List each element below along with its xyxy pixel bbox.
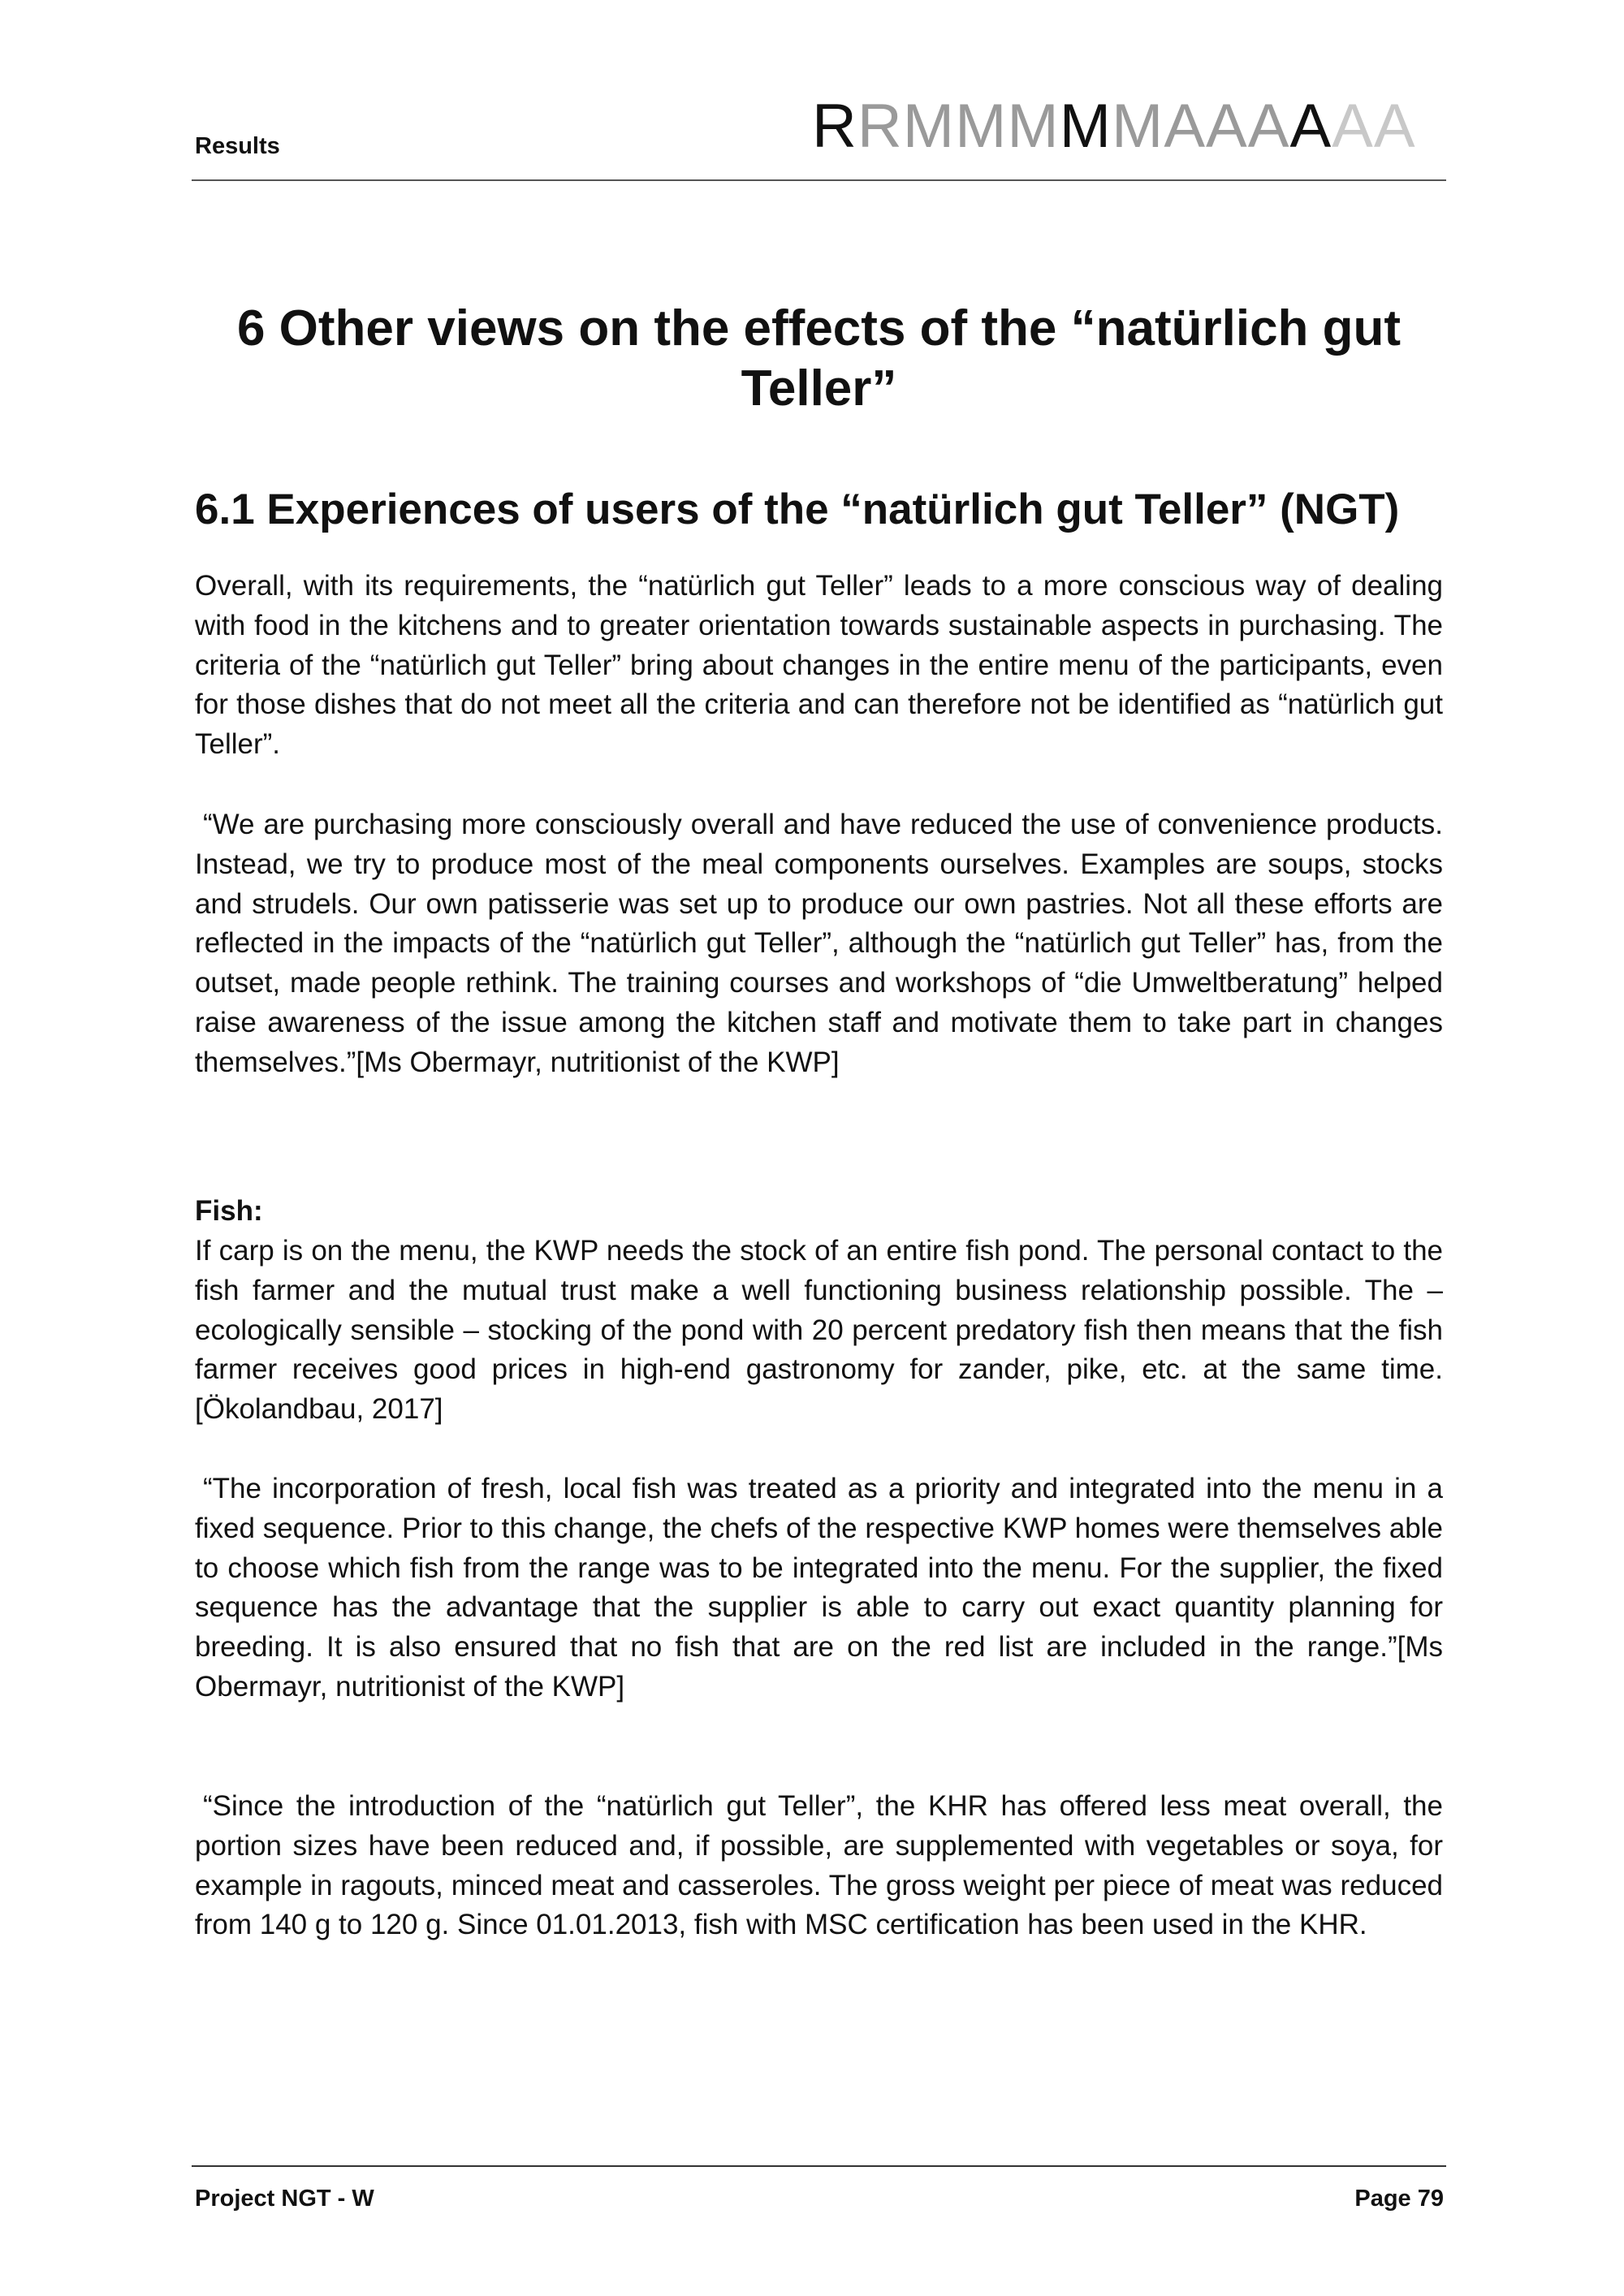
header-rule xyxy=(192,179,1446,181)
logo-letter: A xyxy=(1164,92,1207,161)
quote-obermayr-fish: “The incorporation of fresh, local fish was treated as a priority and integrated into the menu in a fixed sequence. Prior to this change, the chefs of the respective KWP homes were themselves able to choose which fish from the range was to be integrated into the menu. For the supplier, the fixed sequence has the advantage that the supplier is able to carry out exact quantity planning for breeding. It is also ensured that no fish that are on the red list are included in the range.”[Ms Obermayr, nutritionist of the KWP] xyxy=(195,1473,1443,1703)
section-title: 6.1 Experiences of users of the “natürlich gut Teller” (NGT) xyxy=(195,486,1400,533)
logo-letter: M xyxy=(902,92,956,161)
header-logo xyxy=(812,92,1416,161)
footer-project: Project NGT - W xyxy=(195,2186,374,2212)
fish-subheading: Fish: xyxy=(195,1195,263,1227)
logo-letter: M xyxy=(1007,92,1060,161)
logo-letter: A xyxy=(1206,92,1248,161)
logo-letter: A xyxy=(1373,92,1416,161)
logo-letter: A xyxy=(1289,92,1332,161)
footer-page-number: Page 79 xyxy=(1354,2186,1444,2212)
logo-letter: M xyxy=(955,92,1008,161)
logo-letter: M xyxy=(1112,92,1164,161)
running-header-section: Results xyxy=(195,133,280,159)
chapter-title: 6 Other views on the effects of the “natürlich gut Teller” xyxy=(236,300,1402,416)
logo-letter: R xyxy=(857,92,903,161)
footer-rule xyxy=(192,2165,1446,2167)
logo-letter: A xyxy=(1247,92,1290,161)
paragraph-overview: Overall, with its requirements, the “natürlich gut Teller” leads to a more conscious way of dealing with food in the kitchens and to greater orientation towards sustainable aspects in purchasing. The criteria of the “natürlich gut Teller” bring about changes in the entire menu of the participants, even for those dishes that do not meet all the criteria and can therefore not be identified as “natürlich gut Teller”. xyxy=(195,570,1443,761)
logo-letter: A xyxy=(1332,92,1374,161)
quote-obermayr-purchasing: “We are purchasing more consciously overall and have reduced the use of convenience products. Instead, we try to produce most of the meal components ourselves. Examples are soups, stocks and strudels. Our own patisserie was set up to produce our own pastries. Not all these efforts are reflected in the impacts of the “natürlich gut Teller”, although the “natürlich gut Teller” has, from the outset, made people rethink. The training courses and workshops of “die Umweltberatung” helped raise awareness of the issue among the kitchen staff and motivate them to take part in changes themselves.”[Ms Obermayr, nutritionist of the KWP] xyxy=(195,809,1443,1078)
paragraph-fish-carp: If carp is on the menu, the KWP needs the stock of an entire fish pond. The personal contact to the fish farmer and the mutual trust make a well functioning business relationship possible. The – ecologically sensible – stocking of the pond with 20 percent predatory fish then means that the fish farmer receives good prices in high-end gastronomy for zander, pike, etc. at the same time. [Ökolandbau, 2017] xyxy=(195,1235,1443,1426)
logo-letter: R xyxy=(812,92,857,161)
quote-khr-meat: “Since the introduction of the “natürlich gut Teller”, the KHR has offered less meat overall, the portion sizes have been reduced and, if possible, are supplemented with vegetables or soya, for example in ragouts, minced meat and casseroles. The gross weight per piece of meat was reduced from 140 g to 120 g. Since 01.01.2013, fish with MSC certification has been used in the KHR. xyxy=(195,1790,1443,1941)
logo-letter: M xyxy=(1059,92,1112,161)
